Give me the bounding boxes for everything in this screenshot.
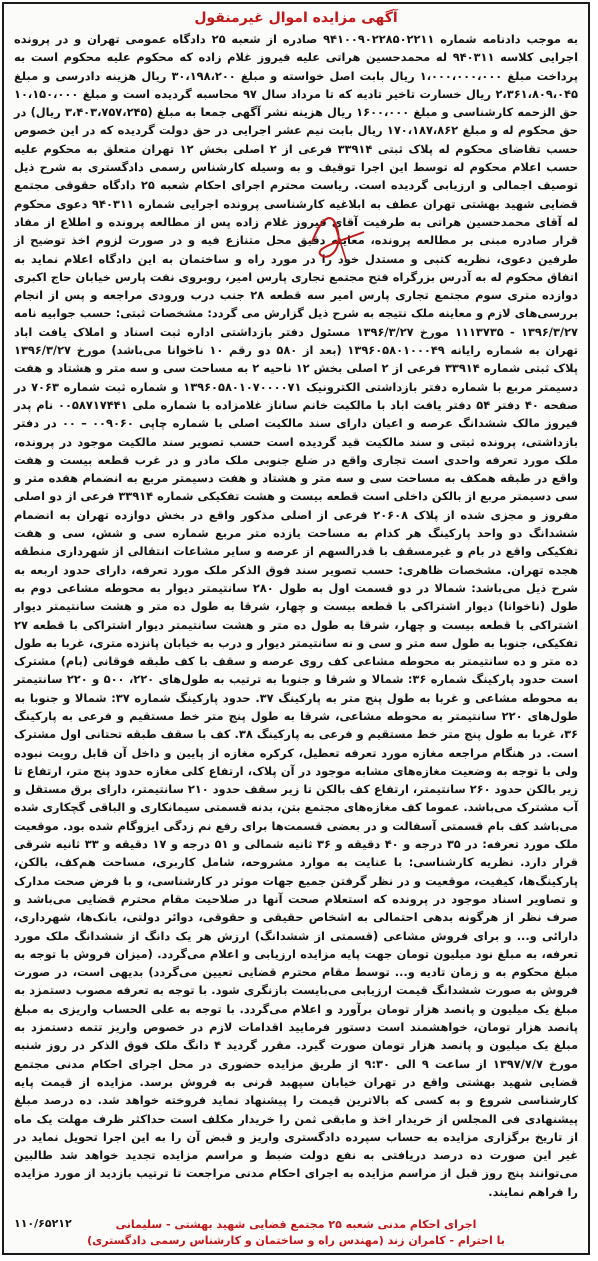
- handwritten-signature-mark: [304, 202, 374, 272]
- notice-footer: [14, 1217, 578, 1249]
- regards-line: با احترام - کامران زند (مهندس راه و ساختمان و کارشناس رسمی دادگستری): [87, 1234, 505, 1247]
- auction-notice: [2, 2, 590, 1255]
- notice-body: [14, 30, 578, 1201]
- notice-paragraph: به موجب دادنامه شماره ۹۴۱۰۰۹۰۲۲۸۵۰۲۲۱۱ صادره از شعبه ۲۵ دادگاه عمومی تهران و در پرونده اجرایی کلاسه ۹۴۰۳۱۱ له محمدحسین هراتی علیه فیروز غلام زاده که محکوم علیه محکوم است به پرداخت مبلغ ۱،۰۰۰،۰۰۰،۰۰۰ ریال بابت اصل خواسته و مبلغ ۳۰،۱۹۸،۲۰۰ ریال هزینه دادرسی و مبلغ ۲،۳۶۱،۸۰۹،۰۴۵ ریال خسارت تاخیر تادیه که تا مرداد سال ۹۷ محاسبه گردیده است و مبلغ ۱۰،۱۵۰،۰۰۰ حق الزحمه کارشناسی و مبلغ ۱۶۰۰،۰۰۰ ریال هزینه نشر آگهی جمعا به مبلغ (۳،۴۰۳،۷۵۷،۲۴۵ ریال) در حق محکوم له و مبلغ ۱۷۰،۱۸۷،۸۶۲ ریال بابت نیم عشر اجرایی در حق دولت گردیده که در این خصوص حسب تقاضای محکوم له پلاک ثبتی ۳۳۹۱۴ فرعی از ۲ اصلی بخش ۱۲ تهران متعلق به محکوم علیه حسب اعلام محکوم له توسط این اجرا توقیف و به وسیله کارشناس رسمی دادگستری به شرح ذیل توصیف اجمالی و ارزیابی گردیده است. ریاست محترم اجرای احکام شعبه ۲۵ دادگاه حقوقی مجتمع قضایی شهید بهشتی تهران عطف به ابلاغیه کارشناسی پرونده اجرایی شماره ۹۴۰۳۱۱ دعوی محکوم له آقای محمدحسین هراتی به طرفیت آقای فیروز غلام زاده پس از مطالعه پرونده و اطلاع از مفاد قرار صادره مبنی بر مطالعه پرونده، معاینه دقیق محل متنازع فیه و در صورت لزوم اخذ توضیح از طرفین دعوی، نظریه کتبی و مستدل خود را در مورد راه و ساختمان به این دادگاه اعلام نماید به اتفاق محکوم له به آدرس بزرگراه فتح مجتمع تجاری پارس امیر، روبروی نفت پارس خیابان حاج اکبری دوازده متری سوم مجتمع تجاری پارس امیر سه قطعه ۲۸ جنب درب ورودی مراجعه و پس از انجام بررسی‌های لازم و معاینه ملک نتیجه به شرح ذیل گزارش می گردد: مشخصات ثبتی: حسب جوابیه نامه ۱۳۹۶/۳/۲۷ - ۱۱۱۳۷۳۵ مورخ ۱۳۹۶/۳/۲۷ مسئول دفتر بازداشتی اداره ثبت اسناد و املاک یافت اباد تهران به شماره رایانه ۱۳۹۶۰۵۸۰۱۰۰۰۴۹ (بعد از ۵۸۰ دو رقم ۱۰ ناخوانا می‌باشد) مورخ ۱۳۹۶/۳/۲۷ پلاک ثبتی شماره ۳۳۹۱۴ فرعی از ۲ اصلی بخش ۱۲ ناحیه ۲ به مساحت سی و سه متر و هشتاد و هفت دسیمتر مربع با شماره دفتر بازداشتی الکترونیک ۱۳۹۶۰۵۸۰۱۰۷۰۰۰۰۷۱ و شماره ثبت شماره ۷۰۶۳ در صفحه ۴۰ دفتر ۵۴ دفتر یافت اباد با مالکیت خانم ساناز غلامزاده با شماره ملی ۰۰۵۸۷۱۷۴۴۱ نام پدر فیروز مالک ششدانگ عرصه و اعیان دارای سند مالکیت اصلی با شماره چاپی ۰۰۹۰۶۰ – ۰۰ در دفتر بازداشتی، پرونده ثبتی و سند مالکیت قید گردیده است حسب تصویر سند مالکیت موجود در پرونده، ملک مورد تعرفه واحدی است تجاری واقع در ضلع جنوبی ملک مادر و در غرب قطعه بیست و هفت واقع در طبقه همکف به مساحت سی و سه متر و هشتاد و هفت دسیمتر مربع به انضمام هفده متر و سی دسیمتر مربع از بالکن داخلی است قطعه بیست و هشت تفکیکی شماره ۳۳۹۱۴ فرعی از دو اصلی مفروز و مجزی شده از پلاک ۲۰۶۰۸ فرعی از اصلی مذکور واقع در بخش دوازده تهران به انضمام ششدانگ دو واحد پارکینگ هر کدام به مساحت یازده متر مربع شماره سی و شش، سی و هفت تفکیکی واقع در بام و غیرمسقف با قدرالسهم از عرصه و سایر مشاعات انتقالی از شهرداری منطقه هجده تهران. مشخصات ظاهری: حسب تصویر سند فوق الذکر ملک مورد تعرفه، دارای حدود اربعه به شرح ذیل می‌باشد: شمالا در دو قسمت اول به طول ۲۸۰ سانتیمتر دیوار به محوطه مشاعی دوم به طول (ناخوانا) دیوار اشتراکی با قطعه بیست و چهار، شرقا به طول ده متر و هشت سانتیمتر دیوار اشتراکی با قطعه بیست و چهار، شرقا به طول ده متر و هشت سانتیمتر دیوار اشتراکی با قطعه ۲۷ تفکیکی، جنوبا به طول سه متر و سی و نه سانتیمتر دیوار و درب به خیابان پانزده متری، غربا به طول ده متر و ده سانتیمتر به محوطه مشاعی کف روی عرصه و سقف با کف طبقه فوقانی (بام) مشترک است حدود پارکینگ شماره ۳۶: شمالا و شرقا و جنوبا به ترتیب به طول‌های ۲۲۰، ۵۰۰ و ۲۲۰ سانتیمتر به محوطه مشاعی و غربا به طول پنج متر به پارکینگ ۳۷. حدود پارکینگ شماره ۳۷: شمالا و جنوبا به طول‌های ۲۲۰ سانتیمتر به محوطه مشاعی، شرقا به طول پنج متر خط مستقیم و فرعی به پارکینگ ۳۶، غربا به طول پنج متر خط مستقیم و فرعی به پارکینگ ۳۸. کف با سقف طبقه تحتانی اول مشترک است. در هنگام مراجعه مغازه مورد تعرفه تعطیل، کرکره مغازه از پایین و داخل آن قابل رویت نبوده ولی با توجه به وضعیت مغازه‌های مشابه موجود در آن پلاک، ارتفاع کلی مغازه حدود پنج متر، ارتفاع تا زیر بالکن حدود ۲۶۰ سانتیمتر، ارتفاع کف بالکن تا زیر سقف حدود ۲۱۰ سانتیمتر، دارای برق مستقل و آب مشترک می‌باشد. عموما کف مغازه‌های مجتمع بتن، بدنه قسمتی سیمانکاری و الباقی گچکاری شده می‌باشد کف بام قسمتی آسفالت و در بعضی قسمت‌ها برای رفع نم زدگی ایزوگام شده بود. موقعیت ملک مورد تعرفه: در ۳۵ درجه و ۴۰ دقیقه و ۳۶ ثانیه شمالی و ۵۱ درجه و ۱۷ دقیقه و ۳۳ ثانیه شرقی قرار دارد. نظریه کارشناسی: با عنایت به موارد مشروحه، شامل کاربری، مساحت هم‌کف، بالکن، پارکینگ‌ها، کیفیت، موقعیت و در نظر گرفتن جمیع جهات موثر در کارشناسی، و با فرض صحت مدارک و تصاویر اسناد موجود در پرونده که استعلام صحت آنها در صلاحیت مقام محترم قضایی می‌باشد و صرف نظر از هرگونه بدهی احتمالی به اشخاص حقیقی و حقوقی، دوائر دولتی، بانک‌ها، شهرداری، دارائی و... و برای فروش مشاعی (قسمتی از ششدانگ) ارزش هر یک دانگ از ششدانگ ملک مورد تعرفه، به مبلغ نود میلیون تومان جهت پایه مزایده ارزیابی و اعلام می‌گردد. (میزان فروش با توجه به مبلغ محکوم به و زمان تادیه و... توسط مقام محترم قضایی تعیین می‌گردد) بدیهی است، در صورت فروش به صورت ششدانگ قیمت ارزیابی می‌بایست بازنگری شود. با توجه به تعرفه مصوب دستمزد به مبلغ یک میلیون و پانصد هزار تومان برآورد و اعلام می‌گردد. با توجه به علی الحساب واریزی به مبلغ پانصد هزار تومان، خواهشمند است دستور فرمایید اقدامات لازم در خصوص واریز تتمه دستمزد به مبلغ یک میلیون و پانصد هزار تومان صورت گیرد. مقرر گردید ۴ دانگ ملک فوق الذکر در روز شنبه مورخ ۱۳۹۷/۷/۷ از ساعت ۹ الی ۹:۳۰ از طریق مزایده حضوری در محل اجرای احکام مدنی مجتمع قضایی شهید بهشتی واقع در تهران خیابان سپهبد قرنی به فروش برسد. مزایده از قیمت پایه کارشناسی شروع و به کسی که بالاترین قیمت را پیشنهاد نماید فروخته خواهد شد. ده درصد مبلغ پیشنهادی فی المجلس از خریدار اخذ و مابقی ثمن را خریدار مکلف است حداکثر ظرف مهلت یک ماه از تاریخ برگزاری مزایده به حساب سپرده دادگستری واریز و قبض آن را به این اجرا تحویل نماید در غیر این صورت ده درصد دریافتی به نفع دولت ضبط و مراسم مزایده تجدید خواهد شد طالبین می‌توانند پنج روز قبل از مراسم مزایده به اجرای احکام مدنی مراجعت تا ترتیب بازدید از مورد مزایده را فراهم نمایند.: [14, 32, 579, 1199]
- issuer-line: اجرای احکام مدنی شعبه ۲۵ مجتمع قضایی شهید بهشتی - سلیمانی: [115, 1218, 477, 1231]
- reference-number: ۱۱۰/۶۵۲۱۲: [14, 1217, 72, 1230]
- notice-title: آگهی مزایده اموال غیرمنقول: [194, 10, 398, 26]
